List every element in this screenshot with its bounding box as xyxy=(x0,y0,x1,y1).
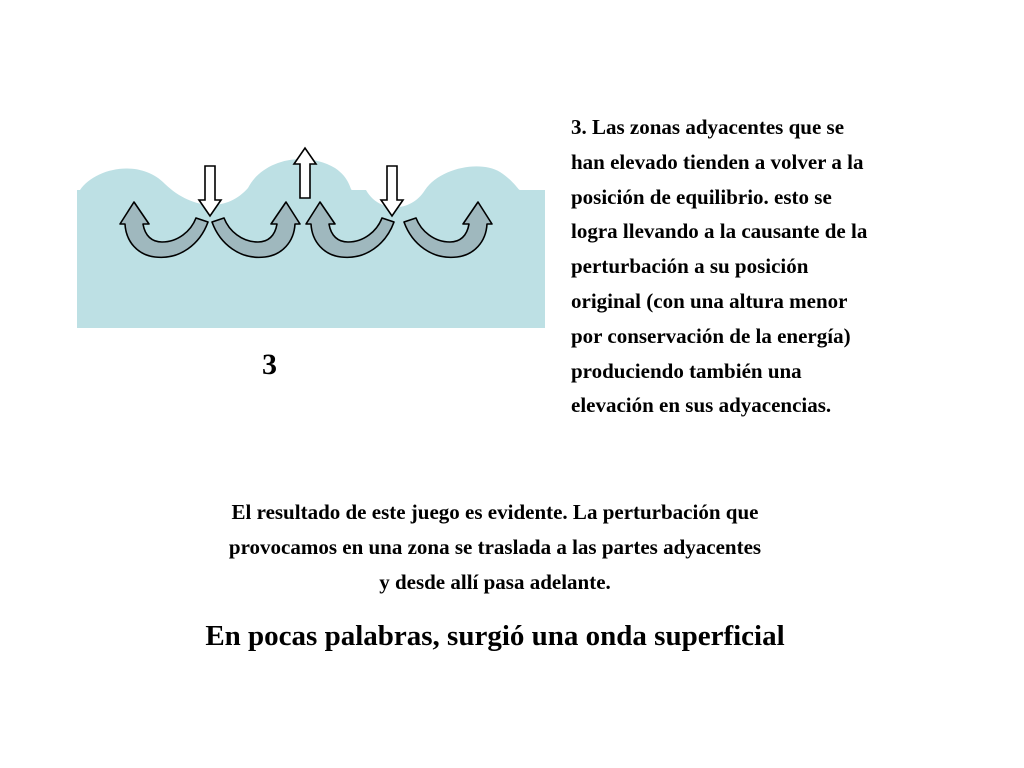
description-text xyxy=(571,110,991,423)
headline: En pocas palabras, surgió una onda superficial xyxy=(205,620,785,652)
description-line: 3. Las zonas adyacentes que se xyxy=(571,115,845,139)
conclusion-line: provocamos en una zona se traslada a las partes adyacentes xyxy=(228,534,762,559)
description-line: elevación en sus adyacencias. xyxy=(571,393,832,418)
wave-diagram xyxy=(0,0,560,340)
conclusion-text xyxy=(100,495,890,599)
description-line: logra llevando a la causante de la xyxy=(571,219,868,244)
description-line: produciendo también una xyxy=(571,358,802,383)
step-number: 3 xyxy=(262,348,277,381)
description-line: han elevado tienden a volver a la xyxy=(571,149,864,174)
conclusion-line: y desde allí pasa adelante. xyxy=(379,569,611,594)
description-line: posición de equilibrio. esto se xyxy=(571,184,832,209)
description-line: perturbación a su posición xyxy=(571,254,809,279)
description-line: por conservación de la energía) xyxy=(571,323,851,348)
conclusion-line: El resultado de este juego es evidente. La perturbación que xyxy=(231,500,759,524)
description-line: original (con una altura menor xyxy=(571,288,848,313)
